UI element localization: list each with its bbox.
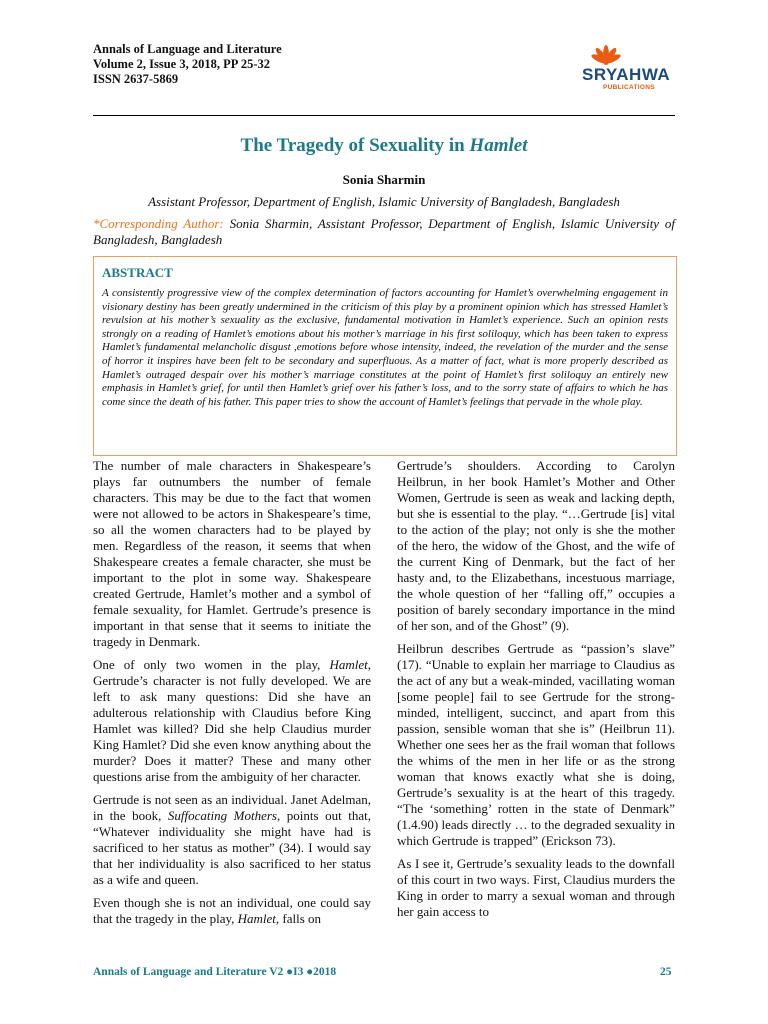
- title-main: The Tragedy of Sexuality in: [240, 135, 470, 156]
- title-italic: Hamlet: [469, 135, 528, 156]
- paragraph: One of only two women in the play, Hamlet, Gertrude’s character is not fully developed. We are left to ask many questions: Did she have an adulterous relationship with Claudius before King Hamlet was killed? Did she help Claudius murder King Hamlet? Did she even know anything about the murder? Does it matter? These and many other questions arise from the ambiguity of her character.: [93, 657, 371, 784]
- journal-name: Annals of Language and Literature: [93, 42, 282, 56]
- paragraph: Gertrude’s shoulders. According to Carolyn Heilbrun, in her book Hamlet’s Mother and Other Women, Gertrude is seen as weak and lacking depth, but she is essential to the play. “…Gertrude [is] vital to the action of the play; not only is she the mother of the hero, the widow of the Ghost, and the wife of the current King of Denmark, but the fact of her hasty and, to the Elizabethans, incestuous marriage, the whole question of her “falling off,” occupies a position of barely secondary importance in the mind of her son, and of the Ghost” (9).: [397, 458, 675, 633]
- journal-volume: Volume 2, Issue 3, 2018, PP 25-32: [93, 57, 270, 71]
- body-left-column: [93, 458, 371, 934]
- author-name: Sonia Sharmin: [342, 172, 426, 187]
- publisher-logo: [578, 38, 678, 96]
- header-divider: [93, 115, 675, 116]
- lotus-icon: [578, 38, 678, 68]
- corresponding-label: *Corresponding Author:: [93, 216, 224, 231]
- paragraph: Gertrude is not seen as an individual. Janet Adelman, in the book, Suffocating Mothers, points out that, “Whatever individuality she might have had is sacrificed to her status as mother” (34). I would say that her individuality is also sacrificed to her status as a wife and queen.: [93, 792, 372, 887]
- abstract-box: [93, 256, 677, 456]
- abstract-text: A consistently progressive view of the complex determination of factors accounting for Hamlet’s overwhelming engagement in visionary destiny has been greatly undermined in the criticism of this play by a prominent opinion which has stressed Hamlet’s revulsion at his mother’s sexuality as the exclusive, fundamental motivation in Hamlet’s experience. Such an opinion rests strongly on a reading of Hamlet’s emotions about his mother’s marriage in his first soliloquy, which has been taken to express Hamlet’s fundamental melancholic disgust ,emotions before whose intensity, indeed, the revelation of the murder and the sense of horror it inspires have been felt to be secondary and superfluous. As a matter of fact, what is more properly described as Hamlet’s outraged despair over his mother’s marriage constitutes at the point of Hamlet’s first soliloquy an entirely new emphasis in Hamlet’s grief, for until then Hamlet’s grief over his father’s loss, and to the sorry state of affairs to which he has come since the death of his father. This paper tries to show the account of Hamlet’s feelings that pervade in the whole play.: [102, 287, 668, 408]
- logo-text: SRYAHWA: [582, 65, 671, 84]
- abstract-heading: ABSTRACT: [102, 265, 173, 280]
- paragraph: The number of male characters in Shakespeare’s plays far outnumbers the number of female characters. This may be due to the fact that women were not allowed to be actors in Shakespeare’s time, so all the women characters had to be played by men. Regardless of the reason, it seems that when Shakespeare creates a female character, she must be important to the plot in some way. Shakespeare created Gertrude, Hamlet’s mother and a symbol of female sexuality, for Hamlet. Gertrude’s presence is important in that sense that it seems to initiate the tragedy in Denmark.: [93, 458, 371, 649]
- journal-header: [93, 42, 282, 87]
- page-number: 25: [660, 966, 672, 978]
- journal-issn: ISSN 2637-5869: [93, 72, 179, 86]
- paragraph: Heilbrun describes Gertrude as “passion’s slave” (17). “Unable to explain her marriage to Claudius as the act of any but a weak-minded, vacillating woman [some people] fail to see Gertrude for the strong-minded, intelligent, succinct, and apart from this passion, sensible woman that she is” (Heilbrun 11). Whether one sees her as the frail woman that follows the whims of the men in her life or as the strong woman that knows exactly what she is doing, Gertrude’s sexuality is at the heart of this tragedy. “The ‘something’ rotten in the state of Denmark” (1.4.90) leads directly … to the degraded sexuality in which Gertrude is trapped” (Erickson 73).: [397, 641, 675, 848]
- logo-subtext: PUBLICATIONS: [603, 84, 655, 91]
- article-title: [93, 135, 675, 157]
- paragraph: As I see it, Gertrude’s sexuality leads to the downfall of this court in two ways. First, Claudius murders the King in order to marry a sexual woman and through her gain access to: [397, 856, 675, 919]
- author-affiliation: Assistant Professor, Department of English, Islamic University of Bangladesh, Bangladesh: [148, 194, 620, 209]
- corresponding-text: Sonia Sharmin, Assistant Professor, Department of English, Islamic University of Bangladesh, Bangladesh: [93, 216, 675, 247]
- paragraph: Even though she is not an individual, one could say that the tragedy in the play, Hamlet, falls on: [93, 895, 371, 926]
- footer-citation: Annals of Language and Literature V2 ●I3 ●2018: [93, 966, 337, 978]
- corresponding-author: [93, 216, 675, 248]
- body-right-column: [397, 458, 675, 927]
